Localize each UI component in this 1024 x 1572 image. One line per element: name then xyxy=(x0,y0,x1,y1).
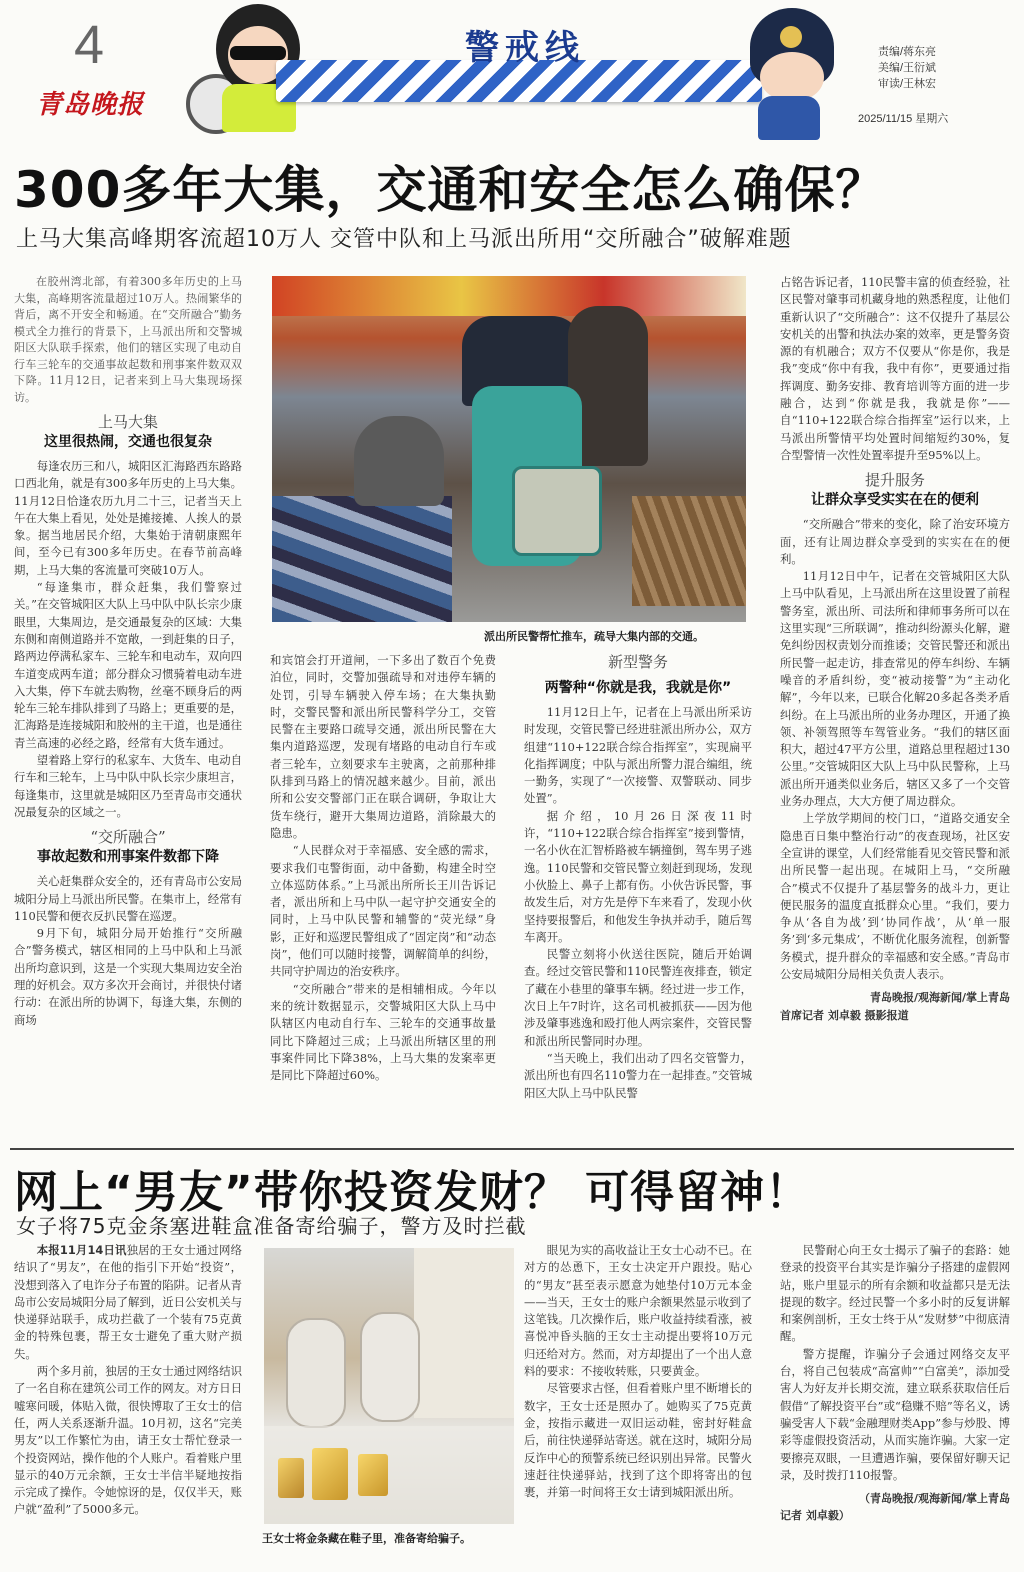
stall-awning xyxy=(272,276,746,316)
editor-credits xyxy=(878,44,936,92)
paragraph: 9月下旬，城阳分局开始推行“交所融合”警务模式，辖区相同的上马中队和上马派出所均意识到，这是一个实现大集周边安全治理的好机会。双方多次开会商讨，并很快付诸行动：在派出所的协调下，每逢大集，东侧的商场 xyxy=(14,926,242,1027)
paragraph: 望着路上穿行的私家车、大货车、电动自行车和三轮车，上马中队中队长宗少康坦言，每逢集市，这里就是城阳区乃至青岛市交通状况最复杂的区域之一。 xyxy=(14,753,242,819)
paragraph: 每逢农历三和八，城阳区汇海路西东路路口西北角，就是有300多年历史的上马大集。11月12日恰逢农历九月二十三，记者当天上午在大集上看见，处处是摊接摊、人挨人的景象。据当地居民介绍，大集始于清朝康熙年间，至今已有300多年历史。在春节前高峰期，上马大集的客流量可突破10万人。 xyxy=(14,459,242,577)
sneaker-left xyxy=(286,1318,346,1428)
article1-column-1 xyxy=(14,274,242,1140)
paragraph: 上学放学期间的校门口，“道路交通安全隐患百日集中整治行动”的夜查现场，社区安全宣讲的课堂，人们经常能看见交管民警和派出所民警一起出现。在城阳上马，“交所融合”模式不仅提升了基层警务的战斗力，更让便民服务的温度直抵群众心里。“我们，要力争从‘各自为战’到‘协同作战’，从‘单一服务’到‘多元集成’，不断优化服务流程，创新警务模式，提升群众的幸福感和安全感。”青岛市公安局城阳分局相关负责人表示。 xyxy=(780,811,1010,981)
byline: 青岛晚报/观海新闻/掌上青岛 xyxy=(869,991,1010,1005)
section-heading: “交所融合” xyxy=(90,828,166,847)
paragraph: “当天晚上，我们出动了四名交管警力，派出所也有四名110警力在一起排查。”交管城阳区大队上马中队民警 xyxy=(524,1050,752,1100)
article1-subheadline: 上马大集高峰期客流超10万人 交管中队和上马派出所用“交所融合”破解难题 xyxy=(16,227,792,252)
article1-column-3 xyxy=(524,652,752,1142)
byline: 记者 刘卓毅） xyxy=(780,1509,850,1523)
editor-line: 美编/王衍斌 xyxy=(878,62,937,74)
paragraph: 关心赶集群众安全的，还有青岛市公安局城阳分局上马派出所民警。在集市上，经常有110民警和便衣反扒民警在巡逻。 xyxy=(14,874,242,923)
police-mascot-uniform xyxy=(758,96,820,140)
paragraph: 两个多月前，独居的王女士通过网络结识了一名自称在建筑公司工作的网友。对方日日嘘寒问暖，体贴入微，很快博取了王女士的信任，两人关系逐渐升温。10月初，这名“完美男友”以工作繁忙为由，请王女士帮忙登录一个投资网站，操作他的个人账户。看着账户里显示的40万元余额，王女士半信半疑地按指示完成了操作。令她惊讶的是，仅仅半天，账户就“盈利”了5000多元。 xyxy=(14,1364,242,1517)
section-heading: 提升服务 xyxy=(864,471,925,490)
article1-lead: 在胶州湾北部，有着300多年历史的上马大集，高峰期客流量超过10万人。热闹繁华的背后，离不开安全和畅通。在“交所融合”勤务模式全力推行的背景下，上马派出所和交警城阳区大队联手探索，他们的辖区实现了电动自行车三轮车的交通事故起数和刑事案件数双双下降。11月12日，记者来到上马大集现场探访。 xyxy=(14,275,242,404)
section-title: 警戒线 xyxy=(465,29,585,67)
paragraph: 占铭告诉记者，110民警丰富的侦查经验，社区民警对肇事司机藏身地的熟悉程度，让他们重新认识了“交所融合”：这不仅提升了基层公安机关的出警和执法办案的效率，更是警务资源的有机融合；双方不仅要从“你是你，我是我”变成“你中有我，我中有你”，更要通过指挥调度、勤务安排、教育培训等方面的进一步融合，达到“你就是我，我就是你”——自“110+122联合综合指挥室”运行以来，上马派出所警情平均处置时间缩短约30%，复合型警情一次性处置率提升至95%以上。 xyxy=(780,275,1010,462)
article2-column-1 xyxy=(14,1242,242,1568)
shoebox-lid xyxy=(414,1248,514,1418)
paragraph: “人民群众对于幸福感、安全感的需求，要求我们屯警街面，动中备勤，构建全时空立体巡防体系。”上马派出所所长王川告诉记者，派出所和上马中队一起守护交通安全的同时，上马中队民警和辅警的“荧光绿”身影，正好和巡逻民警组成了“固定岗”和“动态岗”，他们可以随时接警，调解简单的纠纷，共同守护周边的治安秩序。 xyxy=(270,843,496,979)
dateline: 本报11月14日讯 xyxy=(36,1243,127,1257)
dried-fish-stall xyxy=(632,496,746,606)
sneaker-right xyxy=(360,1312,420,1422)
photo-caption: 派出所民警帮忙推车，疏导大集内部的交通。 xyxy=(484,630,704,643)
police-mascot-icon xyxy=(750,8,834,86)
article1-column-2 xyxy=(270,652,496,1142)
gold-bar xyxy=(312,1448,348,1500)
section-subheading: 事故起数和刑事案件数都下降 xyxy=(37,849,219,866)
paragraph: 警方提醒，诈骗分子会通过网络交友平台，将自己包装成“高富帅”“白富美”，添加受害人为好友并长期交流，建立联系获取信任后假借“了解投资平台”或“稳赚不赔”等名义，诱骗受害人下载“金融理财类App”参与炒股、博彩等虚假投资活动，从而实施诈骗。大家一定要擦亮双眼，一旦遭遇诈骗，要保留好聊天记录，及时拨打110报警。 xyxy=(780,1346,1010,1482)
article2-subheadline: 女子将75克金条塞进鞋盒准备寄给骗子，警方及时拦截 xyxy=(16,1214,527,1238)
paragraph: 11月12日上午，记者在上马派出所采访时发现，交管民警已经进驻派出所办公，双方组建“110+122联合综合指挥室”，实现扁平化指挥调度；中队与派出所警力混合编组，统一勤务，实现了“一次接警、双警联动、同步处置”。 xyxy=(524,705,752,806)
editor-line: 审读/王林宏 xyxy=(878,78,937,90)
section-heading: 新型警务 xyxy=(607,653,668,671)
section-subheading: 这里很热闹，交通也很复杂 xyxy=(44,434,212,450)
paragraph: 据介绍，10月26日深夜11时许，“110+122联合综合指挥室”接到警情，一名小伙在汇智桥路被车辆撞倒，驾车男子逃逸。110民警和交管民警立刻赶到现场，发现小伙脸上、鼻子上都有伤。小伙告诉民警，事故发生后，对方先是停下车来看了，发现小伙坚持要报警后，和他发生争执并动手，随后驾车离开。 xyxy=(524,808,752,944)
gold-bar xyxy=(278,1458,304,1498)
paragraph: “交所融合”带来的变化，除了治安环境方面，还有让周边群众享受到的实实在在的便利。 xyxy=(780,517,1010,566)
byline: （青岛晚报/观海新闻/掌上青岛 xyxy=(858,1492,1010,1506)
section-subheading: 让群众享受实实在在的便利 xyxy=(811,492,979,509)
article2-column-2 xyxy=(524,1242,752,1568)
photo-caption: 王女士将金条藏在鞋子里，准备寄给骗子。 xyxy=(262,1532,471,1545)
paragraph: “每逢集市，群众赶集，我们警察过关。”在交管城阳区大队上马中队中队长宗少康眼里，大集周边，是交通最复杂的区域：大集东侧和南侧道路并不宽敞，一到赶集的日子，路两边停满私家车、三轮车和电动车，双向四车道变成两车道；部分群众习惯骑着电动车进入大集，停下车就去购物，丝毫不顾身后的两轮车三轮车排队排到了马路上；更重要的是，汇海路是连接城阳和胶州的主干道，也是通往青兰高速的必经之路，经常有大货车通过。 xyxy=(14,580,242,750)
vendor-figure xyxy=(354,416,444,506)
paragraph: 眼见为实的高收益让王女士心动不已。在对方的怂恿下，王女士决定开户跟投。贴心的“男友”甚至表示愿意为她垫付10万元本金——当天，王女士的账户余额果然显示收到了这笔钱。几次操作后，账户收益持续看涨，被喜悦冲昏头脑的王女士主动提出要将10万元归还给对方。然而，对方却提出了一个出人意料的要求：不接收转账，只要黄金。 xyxy=(524,1243,752,1379)
masthead xyxy=(0,0,1024,140)
byline: 首席记者 刘卓毅 摄影报道 xyxy=(780,1008,909,1022)
paragraph: 和宾馆会打开道闸，一下多出了数百个免费泊位，同时，交警加强疏导和对违停车辆的处罚，引导车辆驶入停车场；在大集执勤时，交警民警和派出所民警科学分工，交管民警在主要路口疏导交通，派出所民警在大集内道路巡逻，发现有堵路的电动自行车或者三轮车，立刻要求车主驶离，之前那种排队排到马路上的情况越来越少。目前，派出所和公安交警部门正在联合调研，争取让大货车绕行，避开大集周边道路，消除最大的隐患。 xyxy=(270,653,496,840)
page-number: 4 xyxy=(74,15,105,75)
paragraph: 民警立刻将小伙送往医院，随后开始调查。经过交管民警和110民警连夜排查，锁定了藏在小巷里的肇事车辆。经过进一步工作，次日上午7时许，这名司机被抓获——因为他涉及肇事逃逸和殴打他人两宗案件，交管民警和派出所民警同时办理。 xyxy=(524,947,752,1048)
gold-shoe-photo xyxy=(264,1248,514,1524)
article1-headline: 300多年大集，交通和安全怎么确保？ xyxy=(14,161,887,219)
article1-column-4 xyxy=(780,274,1010,1140)
paragraph: 尽管要求古怪，但看着账户里不断增长的数字，王女士还是照办了。她购买了75克黄金，按指示藏进一双旧运动鞋，密封好鞋盒后，前往快递驿站寄送。就在这时，城阳分局反诈中心的预警系统已经识别出异常。民警火速赶往快递驿站，找到了这个即将寄出的包裹，并第一时间将王女士请到城阳派出所。 xyxy=(524,1381,752,1500)
market-photo xyxy=(272,276,746,622)
newspaper-logo: 青岛晚报 xyxy=(36,90,145,120)
tricycle-basket xyxy=(512,466,602,556)
issue-date: 2025/11/15 星期六 xyxy=(858,113,949,125)
gold-bar xyxy=(358,1454,388,1496)
paragraph: 11月12日中午，记者在交管城阳区大队上马中队看见，上马派出所在这里设置了前程警务室，派出所、司法所和律师事务所可以在这里实现“三所联调”，推动纠纷源头化解，避免纠纷因权责划分而推诿；交管民警还和派出所民警一起走访，排查常见的停车纠纷、车辆噪音的矛盾纠纷，变“被动接警”为“主动化解”，今年以来，已联合化解20多起各类矛盾纠纷。在上马派出所的业务办理区，开通了换领、补领驾照等车驾管业务。“我们的辖区面积大，超过47平方公里，道路总里程超过130公里。”交管城阳区大队上马中队民警称，上马派出所开通类似业务后，辖区又多了一个交管业务办理点，大大方便了周边群众。 xyxy=(780,569,1010,809)
paragraph: 民警耐心向王女士揭示了骗子的套路：她登录的投资平台其实是诈骗分子搭建的虚假网站，账户里显示的所有余额和收益都只是无法提现的数字。经过民警一个多小时的反复讲解和案例剖析，王女士终于从“发财梦”中彻底清醒。 xyxy=(780,1243,1010,1344)
article2-headline: 网上“男友”带你投资发财？ 可得留神！ xyxy=(14,1167,811,1218)
section-subheading: 两警种“你就是我，我就是你” xyxy=(544,680,732,696)
paragraph: “交所融合”带来的是相辅相成。今年以来的统计数据显示，交警城阳区大队上马中队辖区内电动自行车、三轮车的交通事故量同比下降超过三成；上马派出所辖区里的刑事案件同比下降38%，上马大集的发案率更是同比下降超过60%。 xyxy=(270,981,496,1083)
article-divider xyxy=(10,1148,1014,1150)
section-heading: 上马大集 xyxy=(97,413,158,431)
paragraph: 独居的王女士通过网络结识了“男友”，在他的指引下开始“投资”，没想到落入了电诈分子布置的陷阱。记者从青岛市公安局城阳分局了解到，近日公安机关与快递驿站联手，成功拦截了一个装有75克黄金的特殊包裹，帮王女士避免了重大财产损失。 xyxy=(14,1243,242,1361)
article2-column-3 xyxy=(780,1242,1010,1568)
goods-on-ground xyxy=(272,496,452,622)
editor-line: 责编/蒋东亮 xyxy=(878,46,937,58)
